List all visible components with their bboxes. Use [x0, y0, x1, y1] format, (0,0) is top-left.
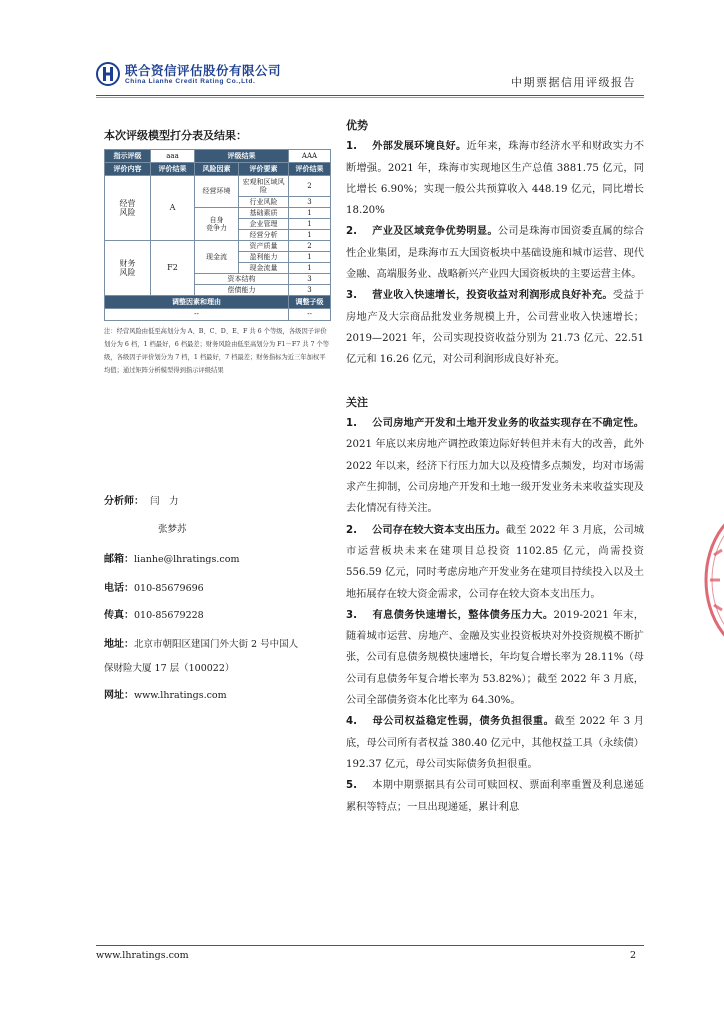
- item-text: 2019-2021 年末，随着城市运营、房地产、金融及实业投资板块对外投资规模不断扩张，公司有息债务规模快速增长，年均复合增长率为 28.11%（母公司有息债务年复合增长率为 53.82%）；截至 2022 年 3 月底，公司全部债务资本化比率为 64.30%。: [346, 609, 644, 707]
- analyst-2-line: [158, 517, 187, 536]
- element-name: 现金流量: [239, 263, 289, 274]
- item-number: 1.: [346, 141, 357, 153]
- concern-item: [346, 775, 644, 818]
- address-line: [104, 632, 298, 651]
- item-number: 3.: [346, 290, 357, 302]
- item-text: 2021 年底以来房地产调控政策边际好转但并未有大的改善，此外 2022 年以来，经济下行压力加大以及疫情多点频发，均对市场需求产生抑制，公司房地产开发和土地一级开发业务未来收益实现及去化情况有待关注。: [346, 439, 644, 515]
- item-text: 截至 2022 年 3 月底，母公司所有者权益 380.40 亿元中，其他权益工具（永续债）192.37 亿元，母公司实际债务负担很重。: [346, 716, 644, 770]
- address-label: 地址：: [104, 639, 134, 650]
- email-label: 邮箱：: [104, 554, 134, 565]
- element-name: 盈利能力: [239, 252, 289, 263]
- footer-website[interactable]: www.lhratings.com: [96, 950, 189, 961]
- element-name: 资本结构: [195, 274, 289, 285]
- company-name-en: China Lianhe Credit Rating Co.,Ltd.: [125, 78, 256, 85]
- analyst-label: 分析师：: [104, 496, 144, 507]
- email-line: [104, 547, 239, 566]
- element-score: 1: [289, 252, 331, 263]
- company-name-cn: 联合资信评估股份有限公司: [125, 63, 282, 78]
- item-text: 本期中期票据具有公司可赎回权、票面利率重置及利息递延累积等特点；一旦出现递延，累计利息: [346, 780, 644, 813]
- adjust-reason: --: [105, 309, 289, 321]
- concerns-heading: 关注: [346, 395, 368, 409]
- item-text: 截至 2022 年 3 月底，公司城市运营板块未来在建项目总投资 1102.85 亿元，尚需投资 556.59 亿元，同时考虑房地产开发业务在建项目持续投入以及土地拓展存在较大资金需求，公司存在较大资本支出压力。: [346, 524, 644, 600]
- item-title: 母公司权益稳定性弱，债务负担很重。: [372, 716, 555, 728]
- address-line-2: 保财险大厦 17 层（100022）: [104, 663, 235, 674]
- header-divider: [96, 95, 644, 96]
- financial-risk-name: 财务 风险: [105, 241, 151, 296]
- item-number: 2.: [346, 226, 357, 238]
- fax-value: 010-85679228: [134, 610, 204, 621]
- website-label: 网址：: [104, 690, 134, 701]
- item-number: 3.: [346, 609, 357, 621]
- element-name: 资产质量: [239, 241, 289, 252]
- col-header: 评价结果: [151, 163, 195, 176]
- analyst-1: 闫 力: [150, 496, 179, 507]
- business-risk-result: A: [151, 176, 195, 241]
- element-score: 3: [289, 285, 331, 296]
- element-score: 1: [289, 263, 331, 274]
- element-score: 1: [289, 230, 331, 241]
- strengths-heading: 优势: [346, 119, 368, 132]
- col-header: 评价要素: [239, 163, 289, 176]
- item-number: 5.: [346, 780, 357, 792]
- concern-item: [346, 413, 644, 519]
- result-value: AAA: [289, 150, 331, 163]
- footer-divider: [96, 945, 644, 946]
- item-text: 公司是珠海市国资委直属的综合性企业集团，是珠海市五大国资板块中基础设施和城市运营、现代金融、高端服务业、战略新兴产业四大国资板块的主要运营主体。: [346, 226, 644, 281]
- adjust-label: 调整因素和理由: [105, 296, 289, 309]
- financial-risk-result: F2: [151, 241, 195, 296]
- strength-item: [346, 136, 644, 221]
- item-number: 1.: [346, 418, 357, 430]
- item-title: 营业收入快速增长，投资收益对利润形成良好补充。: [372, 290, 613, 302]
- spacer: [346, 371, 644, 392]
- email-link[interactable]: lianhe@lhratings.com: [134, 554, 240, 565]
- item-text: 受益于房地产及大宗商品批发业务规模上升，公司营业收入快速增长；2019—2021 年，公司实现投资收益分别为 21.73 亿元、22.51 亿元和 16.26 亿元，对公司利润形成良好补充。: [346, 290, 645, 366]
- header-divider-thin: [96, 97, 644, 98]
- company-seal-icon: [700, 500, 724, 660]
- item-number: 2.: [346, 524, 357, 536]
- page-header: [96, 56, 644, 96]
- phone-value: 010-85679696: [134, 583, 204, 594]
- rating-model-table: [104, 149, 331, 321]
- item-title: 有息债务快速增长，整体债务压力大。: [372, 609, 554, 621]
- element-score: 2: [289, 176, 331, 197]
- fax-line: [104, 603, 204, 622]
- strength-item: [346, 285, 644, 370]
- left-column: [104, 127, 330, 377]
- indicator-value: aaa: [151, 150, 195, 163]
- element-score: 3: [289, 274, 331, 285]
- concern-item: [346, 605, 644, 711]
- element-name: 企业管理: [239, 219, 289, 230]
- adjust-sub: --: [289, 309, 331, 321]
- right-column: [346, 115, 644, 818]
- business-comp-factor: 自身 竞争力: [195, 208, 239, 241]
- fax-label: 传真：: [104, 610, 134, 621]
- item-title: 产业及区域竞争优势明显。: [372, 226, 498, 238]
- concern-item: [346, 520, 644, 605]
- element-name: 行业风险: [239, 197, 289, 208]
- table-note: 注：经营风险由低至高划分为 A、B、C、D、E、F 共 6 个等级，各级因子评价划分为 6 档，1 档最好，6 档最差；财务风险由低至高划分为 F1－F7 共 7 个等级，各级因子评价划分为 7 档，1 档最好，7 档最差；财务指标为近三年加权平均值；通过矩阵分析模型得到指示评级结果: [104, 328, 330, 374]
- business-risk-name: 经营 风险: [105, 176, 151, 241]
- item-title: 公司房地产开发和土地开发业务的收益实现存在不确定性。: [372, 418, 644, 430]
- element-name: 基础素质: [239, 208, 289, 219]
- item-title: 公司存在较大资本支出压力。: [372, 524, 506, 536]
- report-name: 中期票据信用评级报告: [511, 76, 636, 89]
- phone-line: [104, 576, 204, 595]
- element-score: 3: [289, 197, 331, 208]
- address-line-1: 北京市朝阳区建国门外大街 2 号中国人: [134, 639, 299, 650]
- phone-label: 电话：: [104, 583, 134, 594]
- address-line-2-wrap: [104, 656, 234, 675]
- element-name: 经营分析: [239, 230, 289, 241]
- adjust-sub-label: 调整子级: [289, 296, 331, 309]
- website-line: [104, 683, 227, 702]
- item-text: 近年来，珠海市经济水平和财政实力不断增强。2021 年，珠海市实现地区生产总值 3881.75 亿元，同比增长 6.90%；实现一般公共预算收入 448.19 亿元，同比增长 18.20%: [346, 141, 645, 217]
- item-number: 4.: [346, 716, 357, 728]
- element-name: 宏观和区域风险: [239, 176, 289, 197]
- element-score: 2: [289, 241, 331, 252]
- item-title: 外部发展环境良好。: [372, 141, 467, 153]
- element-name: 偿债能力: [195, 285, 289, 296]
- concern-item: [346, 711, 644, 775]
- col-header: 评价内容: [105, 163, 151, 176]
- business-env-factor: 经营环境: [195, 176, 239, 208]
- col-header: 风险因素: [195, 163, 239, 176]
- col-header: 评价结果: [289, 163, 331, 176]
- element-score: 1: [289, 219, 331, 230]
- analyst-2: 张梦苏: [158, 524, 187, 535]
- page-number: 2: [630, 950, 637, 961]
- company-logo-icon: [96, 62, 120, 86]
- rating-table-title: 本次评级模型打分表及结果：: [104, 129, 247, 142]
- website-link[interactable]: www.lhratings.com: [134, 690, 227, 701]
- analyst-line: [104, 489, 179, 508]
- element-score: 1: [289, 208, 331, 219]
- result-label: 评级结果: [195, 150, 289, 163]
- strength-item: [346, 221, 644, 285]
- financial-cash-factor: 现金流: [195, 241, 239, 274]
- indicator-label: 指示评级: [105, 150, 151, 163]
